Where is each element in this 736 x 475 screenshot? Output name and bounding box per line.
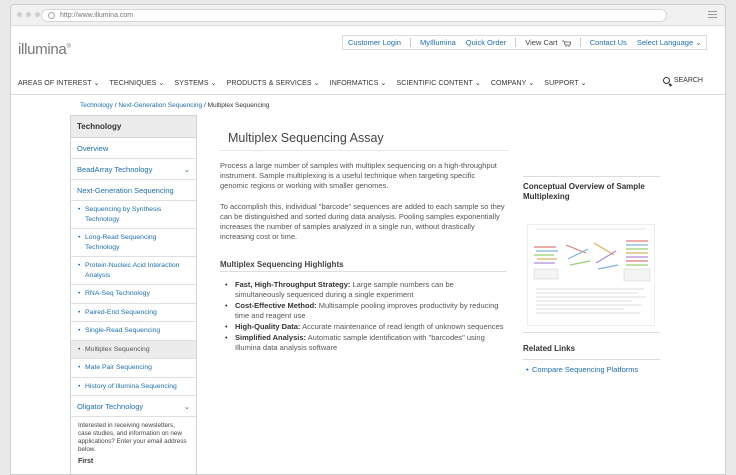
sidebar-item-ngs[interactable]: [71, 180, 196, 201]
sidebar-item-mate-pair[interactable]: [71, 359, 196, 378]
close-dot[interactable]: [17, 12, 22, 17]
address-bar[interactable]: [41, 9, 667, 22]
minimize-dot[interactable]: [26, 12, 31, 17]
sidebar-item-label: Oligator Technology: [77, 402, 144, 411]
sidebar-item-label: Overview: [77, 144, 109, 153]
page-title: Multiplex Sequencing Assay: [228, 131, 384, 145]
title-divider: [219, 150, 509, 151]
list-item: [225, 301, 505, 321]
nav-products-services[interactable]: PRODUCTS & SERVICES ⌄: [226, 80, 320, 87]
divider: [580, 38, 581, 47]
sidebar-item-history[interactable]: [71, 378, 196, 397]
main-nav: [11, 74, 726, 92]
highlight-bold: Fast, High-Throughput Strategy:: [235, 280, 351, 289]
select-language-dropdown[interactable]: Select Language ⌄: [636, 38, 702, 47]
nav-systems[interactable]: SYSTEMS ⌄: [174, 80, 217, 87]
divider: [523, 176, 660, 177]
compare-platforms-link[interactable]: • Compare Sequencing Platforms: [532, 365, 638, 374]
nav-company[interactable]: COMPANY ⌄: [490, 80, 535, 87]
browser-window: [10, 4, 726, 475]
view-cart-label: View Cart: [525, 38, 558, 47]
sidebar-item-label: Sequencing by Synthesis Technology: [85, 206, 162, 223]
cart-icon: [562, 40, 571, 47]
browser-chrome: [11, 5, 725, 26]
nav-techniques[interactable]: TECHNIQUES ⌄: [109, 80, 165, 87]
overview-heading: Conceptual Overview of Sample Multiplexing: [523, 182, 645, 201]
sidebar-item-label: Multiplex Sequencing: [85, 345, 150, 353]
myillumina-link[interactable]: MyIllumina: [419, 38, 456, 47]
breadcrumb-sep: /: [112, 102, 119, 109]
sidebar: [70, 115, 197, 475]
sidebar-item-long-read[interactable]: [71, 229, 196, 257]
breadcrumb-current: Multiplex Sequencing: [207, 102, 270, 109]
sidebar-item-label: Paired-End Sequencing: [85, 308, 157, 316]
highlight-bold: High-Quality Data:: [235, 322, 301, 331]
multiplexing-diagram-image: [528, 225, 654, 325]
search-button[interactable]: [663, 77, 703, 84]
breadcrumb-ngs[interactable]: Next-Generation Sequencing: [118, 102, 203, 109]
sidebar-item-single-read[interactable]: [71, 322, 196, 341]
highlight-text: Large sample numbers can be simultaneously sequenced during a single experiment: [235, 280, 454, 299]
sidebar-item-label: Mate Pair Sequencing: [85, 364, 152, 371]
nav-scientific-content[interactable]: SCIENTIFIC CONTENT ⌄: [396, 80, 481, 87]
breadcrumb: [80, 102, 269, 109]
breadcrumb-technology[interactable]: Technology: [80, 102, 113, 109]
logo-mark: ®: [66, 44, 71, 50]
sidebar-item-paired-end[interactable]: [71, 304, 196, 323]
sidebar-item-beadarray[interactable]: [71, 159, 196, 180]
nav-informatics[interactable]: INFORMATICS ⌄: [329, 80, 387, 87]
highlights-divider: [220, 271, 506, 272]
nav-areas-of-interest[interactable]: AREAS OF INTEREST ⌄: [18, 80, 100, 87]
chevron-down-icon: ⌄: [183, 402, 190, 411]
sidebar-item-label: Protein-Nucleic Acid Interaction Analysis: [85, 262, 180, 279]
highlight-text: Automatic sample identification with "barcodes" using Illumina data analysis software: [235, 333, 485, 352]
search-label: SEARCH: [673, 77, 703, 84]
contact-us-link[interactable]: Contact Us: [589, 38, 627, 47]
chevron-down-icon: ⌄: [183, 165, 190, 174]
sidebar-item-protein-nucleic[interactable]: [71, 257, 196, 285]
related-links-heading: Related Links: [523, 344, 576, 353]
search-icon: [663, 77, 670, 84]
window-controls: [17, 12, 40, 17]
sidebar-item-label: RNA-Seq Technology: [85, 290, 150, 297]
globe-icon: [48, 12, 55, 19]
sidebar-item-label: Single-Read Sequencing: [85, 327, 161, 334]
highlights-list: [225, 280, 505, 354]
newsletter-box: [71, 417, 196, 471]
nav-divider: [11, 94, 726, 95]
illumina-logo[interactable]: [18, 41, 71, 58]
related-links-section: [523, 332, 660, 360]
highlight-text: Accurate maintenance of read length of unknown sequences: [300, 322, 504, 331]
list-item: [225, 333, 505, 353]
sidebar-item-rna-seq[interactable]: [71, 285, 196, 304]
nav-support[interactable]: SUPPORT ⌄: [544, 80, 587, 87]
divider: [523, 332, 660, 333]
intro-paragraph: Process a large number of samples with multiplex sequencing on a high-throughput instrument. Sample multiplexing is a useful technique when targeting specific genomic regions or working with smaller genomes.: [220, 161, 497, 190]
highlight-bold: Simplified Analysis:: [235, 333, 306, 342]
browser-menu-icon[interactable]: [708, 11, 717, 20]
quick-order-link[interactable]: Quick Order: [465, 38, 507, 47]
sidebar-item-oligator[interactable]: [71, 396, 196, 417]
customer-login-link[interactable]: Customer Login: [348, 38, 401, 47]
page: [11, 27, 726, 475]
divider: [523, 359, 660, 360]
view-cart-link[interactable]: [520, 38, 575, 47]
list-item: [225, 322, 505, 332]
sidebar-item-multiplex[interactable]: [71, 341, 196, 360]
sidebar-item-label: Next-Generation Sequencing: [77, 186, 174, 195]
sidebar-item-label: Long-Read Sequencing Technology: [85, 234, 157, 251]
maximize-dot[interactable]: [35, 12, 40, 17]
highlight-text: Multisample pooling improves productivity by reducing time and reagent use: [235, 301, 499, 320]
sidebar-item-label: BeadArray Technology: [77, 165, 153, 174]
sidebar-title: Technology: [71, 116, 196, 138]
list-item: [225, 280, 505, 300]
sidebar-item-label: History of Illumina Sequencing: [85, 382, 177, 390]
sidebar-item-sbs[interactable]: [71, 201, 196, 229]
sample-fragments: [534, 241, 648, 269]
highlight-bold: Cost-Effective Method:: [235, 301, 317, 310]
highlights-heading: Multiplex Sequencing Highlights: [220, 260, 344, 269]
newsletter-text: Interested in receiving newsletters, case studies, and information on new applications? Enter your email address below.: [78, 422, 187, 453]
divider: [515, 38, 516, 47]
multiplexing-figure-thumbnail[interactable]: [527, 224, 655, 326]
utility-bar: [342, 35, 707, 50]
breadcrumb-sep: /: [202, 102, 208, 109]
barcode-paragraph: To accomplish this, individual "barcode" sequences are added to each sample so they can be distinguished and sorted during data analysis. Pooling samples exponentially increases the number of samples analyzed in a single run, without drastically increasing cost or time.: [220, 202, 505, 241]
overview-section: [523, 176, 660, 202]
sidebar-item-overview[interactable]: [71, 138, 196, 159]
divider: [410, 38, 411, 47]
url-text: http://www.illumina.com: [60, 12, 134, 19]
first-name-label: First: [78, 458, 94, 465]
logo-text: illumina: [18, 41, 67, 58]
